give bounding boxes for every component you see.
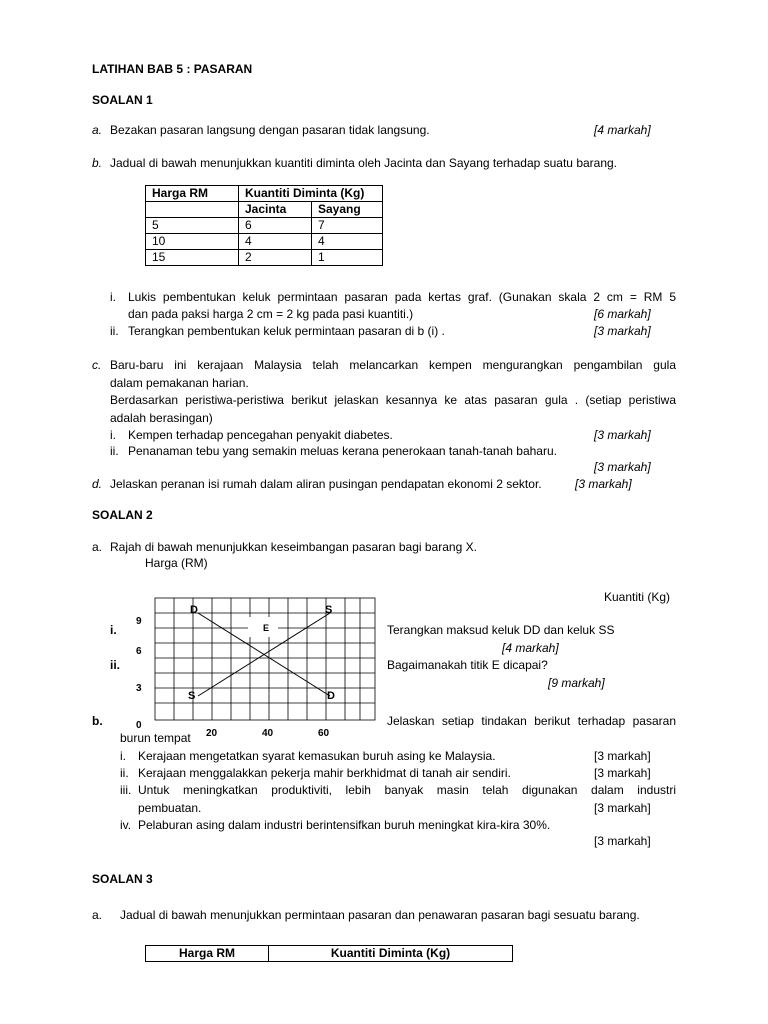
q2-bi-marks: [3 markah] (594, 749, 651, 763)
q1-d-text: Jelaskan peranan isi rumah dalam aliran pusingan pendapatan ekonomi 2 sektor. (110, 477, 542, 491)
q1-ci-marker: i. (110, 428, 116, 442)
q1-bi-line2: dan pada paksi harga 2 cm = 2 kg pada pasi kuantiti.) (128, 307, 414, 321)
soalan-1-heading: SOALAN 1 (92, 93, 153, 107)
q1-bi-marker: i. (110, 290, 116, 304)
q2-bi-marker: i. (120, 749, 126, 763)
q1-d-marks: [3 markah] (575, 477, 632, 491)
x-tick-20: 20 (206, 728, 218, 739)
table-row (146, 250, 383, 266)
q1-cii-text: Penanaman tebu yang semakin meluas kerana penerokaan tanah-tanah baharu. (128, 444, 557, 458)
q2-biii-marker: iii. (120, 783, 132, 797)
q2-aii-text: Bagaimanakah titik E dicapai? (387, 658, 548, 672)
q2-biv-marker: iv. (120, 818, 132, 832)
q1-c-marker: c. (92, 358, 102, 372)
q3-table-header-qty: Kuantiti Diminta (Kg) (269, 946, 513, 962)
x-tick-60: 60 (318, 728, 330, 739)
q2-b-marker: b. (92, 714, 103, 728)
q3-a-marker: a. (92, 908, 103, 922)
q2-ai-text: Terangkan maksud keluk DD dan keluk SS (387, 623, 615, 637)
q1-cii-marker: ii. (110, 444, 119, 458)
q1-demand-table (145, 185, 383, 266)
y-tick-0: 0 (136, 720, 142, 731)
q1-bii-marker: ii. (110, 324, 119, 338)
label-s-top: S (325, 604, 333, 616)
q1-bi-line1: Lukis pembentukan keluk permintaan pasaran pada kertas graf. (Gunakan skala 2 cm = RM 5 (128, 290, 676, 304)
q2-a-text: Rajah di bawah menunjukkan keseimbangan pasaran bagi barang X. (110, 540, 477, 554)
q3-table-header-price: Harga RM (146, 946, 269, 962)
q1-a-text: Bezakan pasaran langsung dengan pasaran tidak langsung. (110, 123, 430, 137)
table-row (146, 234, 383, 250)
q1-bii-text: Terangkan pembentukan keluk permintaan pasaran di b (i) . (128, 324, 445, 338)
table-cell: 1 (312, 250, 383, 266)
q2-a-marker: a. (92, 540, 103, 554)
label-d-bottom: D (327, 690, 335, 702)
q2-market-equilibrium-graph (130, 596, 380, 746)
q2-biii-marks: [3 markah] (594, 801, 651, 815)
q2-biv-text: Pelaburan asing dalam industri berintensifkan buruh meningkat kira-kira 30%. (138, 818, 551, 832)
q1-cii-marks: [3 markah] (594, 460, 651, 474)
q2-bi-text: Kerajaan mengetatkan syarat kemasukan buruh asing ke Malaysia. (138, 749, 496, 763)
q2-graph-y-label: Harga (RM) (145, 556, 208, 570)
y-tick-9: 9 (136, 616, 142, 627)
q3-market-table (145, 945, 513, 962)
table-cell: 2 (239, 250, 312, 266)
q1-b-marker: b. (92, 156, 103, 170)
q2-b-line2: burun tempat (120, 731, 191, 745)
q2-aii-marker: ii. (110, 658, 121, 672)
q1-ci-text: Kempen terhadap pencegahan penyakit diabetes. (128, 428, 393, 442)
q2-aii-marks: [9 markah] (548, 676, 605, 690)
q1-c-line2: dalam pemakanan harian. (110, 376, 249, 390)
q1-bii-marks: [3 markah] (594, 324, 651, 338)
page-title: LATIHAN BAB 5 : PASARAN (92, 62, 253, 76)
q2-b-line1: Jelaskan setiap tindakan berikut terhadap pasaran (387, 714, 676, 728)
x-tick-40: 40 (262, 728, 274, 739)
label-d-top: D (190, 604, 198, 616)
table-cell: 7 (312, 218, 383, 234)
q1-table-header-price: Harga RM (146, 186, 239, 202)
q2-graph-x-label: Kuantiti (Kg) (604, 590, 671, 604)
q1-table-header-qty: Kuantiti Diminta (Kg) (239, 186, 383, 202)
table-cell: 15 (146, 250, 239, 266)
soalan-2-heading: SOALAN 2 (92, 508, 153, 522)
q2-biii-line1: Untuk meningkatkan produktiviti, lebih banyak masin telah digunakan dalam industri (138, 783, 676, 797)
soalan-3-heading: SOALAN 3 (92, 872, 153, 886)
q1-c-line3: Berdasarkan peristiwa-peristiwa berikut jelaskan kesannya ke atas pasaran gula . (setiap peristiwa (110, 393, 676, 407)
q1-table-blank-cell (146, 202, 239, 218)
q1-table-subheader-jacinta: Jacinta (239, 202, 312, 218)
q1-c-line1: Baru-baru ini kerajaan Malaysia telah melancarkan kempen mengurangkan pengambilan gula (110, 358, 676, 372)
y-tick-3: 3 (136, 683, 142, 694)
table-cell: 4 (239, 234, 312, 250)
q1-a-marks: [4 markah] (594, 123, 651, 137)
q2-ai-marks: [4 markah] (502, 641, 559, 655)
q2-bii-marks: [3 markah] (594, 766, 651, 780)
table-cell: 4 (312, 234, 383, 250)
table-cell: 10 (146, 234, 239, 250)
q1-bi-marks: [6 markah] (594, 307, 651, 321)
q1-a-marker: a. (92, 123, 103, 137)
table-cell: 5 (146, 218, 239, 234)
q1-b-text: Jadual di bawah menunjukkan kuantiti diminta oleh Jacinta dan Sayang terhadap suatu barang. (110, 156, 618, 170)
q2-biii-line2: pembuatan. (138, 801, 202, 815)
q1-d-marker: d. (92, 477, 103, 491)
q1-table-subheader-sayang: Sayang (312, 202, 383, 218)
q2-ai-marker: i. (110, 623, 117, 637)
label-s-bottom: S (188, 690, 196, 702)
table-row (146, 218, 383, 234)
label-e: E (263, 623, 270, 633)
q2-bii-marker: ii. (120, 766, 129, 780)
y-tick-6: 6 (136, 646, 142, 657)
q2-biv-marks: [3 markah] (594, 834, 651, 848)
q1-ci-marks: [3 markah] (594, 428, 651, 442)
q2-bii-text: Kerajaan menggalakkan pekerja mahir berkhidmat di tanah air sendiri. (138, 766, 511, 780)
q3-a-text: Jadual di bawah menunjukkan permintaan pasaran dan penawaran pasaran bagi sesuatu barang. (120, 908, 640, 922)
table-cell: 6 (239, 218, 312, 234)
q1-c-line4: adalah berasingan) (110, 411, 213, 425)
